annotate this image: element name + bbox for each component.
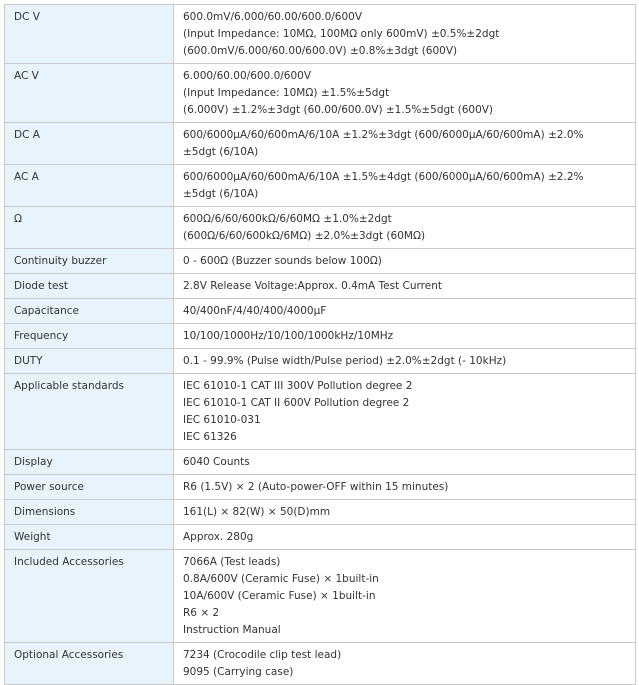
spec-value [174,450,636,475]
spec-table [4,4,636,685]
spec-row [5,349,636,374]
spec-value-line: 6040 Counts [183,456,250,468]
spec-label: Included Accessories [5,550,174,643]
spec-value [174,299,636,324]
spec-value [174,550,636,643]
spec-value [174,500,636,525]
spec-value-line: IEC 61010-031 [183,414,261,426]
spec-value-line: 0 - 600Ω (Buzzer sounds below 100Ω) [183,255,382,267]
spec-value-line: 161(L) × 82(W) × 50(D)mm [183,506,331,518]
spec-value-line: IEC 61326 [183,431,237,443]
spec-value [174,123,636,165]
spec-value-line: 6.000/60.00/600.0/600V [183,70,312,82]
spec-value-line: IEC 61010-1 CAT II 600V Pollution degree 2 [183,397,410,409]
spec-value [174,374,636,450]
spec-value [174,5,636,64]
spec-value [174,349,636,374]
spec-value-line: 600/6000μA/60/600mA/6/10A ±1.5%±4dgt (600/6000μA/60/600mA) ±2.2% [183,171,584,183]
spec-label: Display [5,450,174,475]
spec-value [174,525,636,550]
spec-value-line: 2.8V Release Voltage:Approx. 0.4mA Test Current [183,280,442,292]
spec-value-line: (Input Impedance: 10MΩ) ±1.5%±5dgt [183,87,390,99]
spec-value [174,207,636,249]
spec-row [5,550,636,643]
spec-row [5,500,636,525]
spec-value-line: R6 × 2 [183,607,220,619]
spec-value [174,165,636,207]
spec-label: DUTY [5,349,174,374]
spec-label: Weight [5,525,174,550]
spec-label: Applicable standards [5,374,174,450]
spec-label: DC A [5,123,174,165]
spec-value-line: Approx. 280g [183,531,254,543]
spec-value-line: 0.8A/600V (Ceramic Fuse) × 1built-in [183,573,379,585]
spec-value-line: 40/400nF/4/40/400/4000μF [183,305,327,317]
spec-row [5,475,636,500]
spec-value-line: IEC 61010-1 CAT III 300V Pollution degree 2 [183,380,413,392]
spec-label: Ω [5,207,174,249]
spec-row [5,5,636,64]
spec-row [5,525,636,550]
spec-row [5,64,636,123]
spec-value-line: Instruction Manual [183,624,281,636]
spec-row [5,165,636,207]
spec-row [5,207,636,249]
spec-label: Power source [5,475,174,500]
spec-value-line: 9095 (Carrying case) [183,666,294,678]
spec-row [5,643,636,685]
spec-label: Frequency [5,324,174,349]
spec-value-line: (600Ω/6/60/600kΩ/6MΩ) ±2.0%±3dgt (60MΩ) [183,230,426,242]
spec-value-line: 600Ω/6/60/600kΩ/6/60MΩ ±1.0%±2dgt [183,213,392,225]
spec-value-line: 10/100/1000Hz/10/100/1000kHz/10MHz [183,330,394,342]
spec-row [5,123,636,165]
spec-label: Dimensions [5,500,174,525]
spec-value-line: ±5dgt (6/10A) [183,146,259,158]
spec-value [174,324,636,349]
spec-value-line: (6.000V) ±1.2%±3dgt (60.00/600.0V) ±1.5%±5dgt (600V) [183,104,494,116]
spec-row [5,324,636,349]
spec-label: AC V [5,64,174,123]
spec-value-line: 600/6000μA/60/600mA/6/10A ±1.2%±3dgt (600/6000μA/60/600mA) ±2.0% [183,129,584,141]
spec-label: Optional Accessories [5,643,174,685]
spec-row [5,299,636,324]
spec-value-line: ±5dgt (6/10A) [183,188,259,200]
spec-value-line: 600.0mV/6.000/60.00/600.0/600V [183,11,363,23]
spec-value-line: 7066A (Test leads) [183,556,281,568]
spec-value [174,475,636,500]
spec-value-line: (600.0mV/6.000/60.00/600.0V) ±0.8%±3dgt (600V) [183,45,458,57]
spec-row [5,249,636,274]
spec-label: Diode test [5,274,174,299]
spec-row [5,274,636,299]
spec-row [5,374,636,450]
spec-value [174,274,636,299]
spec-table-body [5,5,636,685]
spec-label: DC V [5,5,174,64]
spec-label: Continuity buzzer [5,249,174,274]
spec-value-line: (Input Impedance: 10MΩ, 100MΩ only 600mV) ±0.5%±2dgt [183,28,500,40]
spec-value-line: 7234 (Crocodile clip test lead) [183,649,342,661]
spec-value [174,249,636,274]
spec-row [5,450,636,475]
spec-value-line: 0.1 - 99.9% (Pulse width/Pulse period) ±2.0%±2dgt (- 10kHz) [183,355,507,367]
spec-value-line: R6 (1.5V) × 2 (Auto-power-OFF within 15 minutes) [183,481,449,493]
spec-value [174,643,636,685]
spec-value-line: 10A/600V (Ceramic Fuse) × 1built-in [183,590,376,602]
spec-value [174,64,636,123]
spec-label: Capacitance [5,299,174,324]
spec-label: AC A [5,165,174,207]
